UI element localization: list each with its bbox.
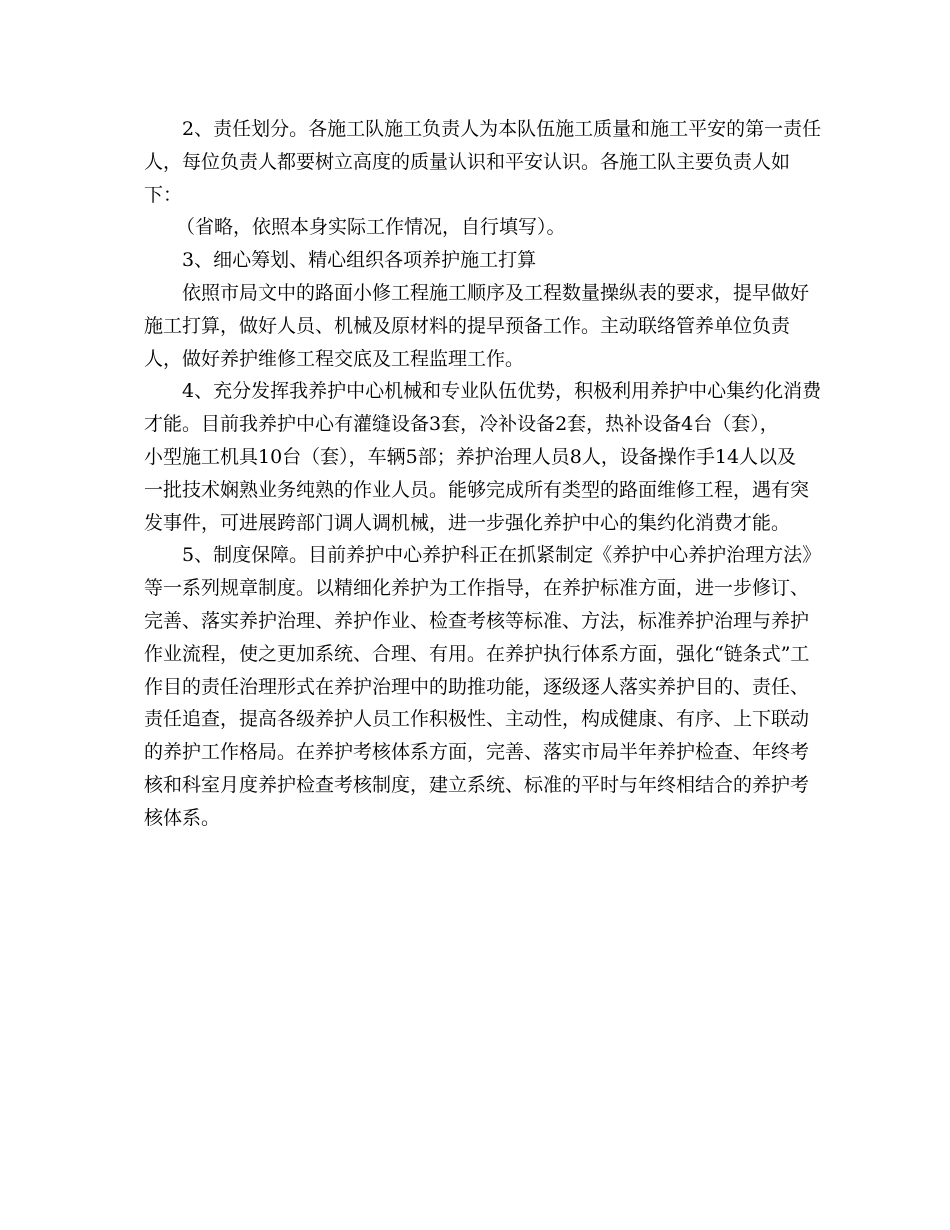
paragraph-2-line-1: 2、责任划分。各施工队施工负责人为本队伍施工质量和施工平安的第一责任: [182, 118, 822, 140]
paragraph-4-line-4: 一批技术娴熟业务纯熟的作业人员。能够完成所有类型的路面维修工程，遇有突: [144, 478, 810, 501]
paragraph-4-line-5: 发事件，可进展跨部门调人调机械，进一步强化养护中心的集约化消费才能。: [144, 511, 791, 534]
document-body: [144, 113, 822, 835]
paragraph-3-line-3: 人，做好养护维修工程交底及工程监理工作。: [144, 347, 525, 370]
section-3-heading: 3、细心筹划、精心组织各项养护施工打算: [182, 249, 537, 272]
omitted-note: （省略，依照本身实际工作情况，自行填写）。: [176, 216, 566, 239]
paragraph-2-line-2: 人，每位负责人都要树立高度的质量认识和平安认识。各施工队主要负责人如: [144, 150, 791, 173]
paragraph-5-line-3: 完善、落实养护治理、养护作业、检查考核等标准、方法，标准养护治理与养护: [144, 609, 810, 632]
paragraph-5-line-4: 作业流程，使之更加系统、合理、有用。在养护执行体系方面，强化“链条式”工: [144, 642, 810, 665]
paragraph-3-line-1: 依照市局文中的路面小修工程施工顺序及工程数量操纵表的要求，提早做好: [182, 281, 810, 304]
paragraph-4-line-2: 才能。目前我养护中心有灌缝设备3套，冷补设备2套，热补设备4台（套），: [144, 413, 779, 436]
paragraph-5-line-5: 作目的责任治理形式在养护治理中的助推功能，逐级逐人落实养护目的、责任、: [144, 675, 810, 698]
paragraph-5-line-2: 等一系列规章制度。以精细化养护为工作指导，在养护标准方面，进一步修订、: [144, 577, 810, 600]
paragraph-4-line-3: 小型施工机具10台（套），车辆5部；养护治理人员8人，设备操作手14人以及: [144, 445, 797, 468]
paragraph-2-line-3: 下：: [144, 183, 183, 206]
paragraph-3-line-2: 施工打算，做好人员、机械及原材料的提早预备工作。主动联络管养单位负责: [144, 314, 791, 337]
paragraph-5-line-7: 的养护工作格局。在养护考核体系方面，完善、落实市局半年养护检查、年终考: [144, 741, 810, 764]
paragraph-5-line-9: 核体系。: [144, 806, 221, 829]
paragraph-4-line-1: 4、充分发挥我养护中心机械和专业队伍优势，积极利用养护中心集约化消费: [182, 380, 822, 403]
paragraph-5-line-8: 核和科室月度养护检查考核制度，建立系统、标准的平时与年终相结合的养护考: [144, 773, 810, 796]
paragraph-5-line-1: 5、制度保障。目前养护中心养护科正在抓紧制定《养护中心养护治理方法》: [182, 544, 822, 567]
paragraph-5-line-6: 责任追查，提高各级养护人员工作积极性、主动性，构成健康、有序、上下联动: [144, 708, 810, 731]
